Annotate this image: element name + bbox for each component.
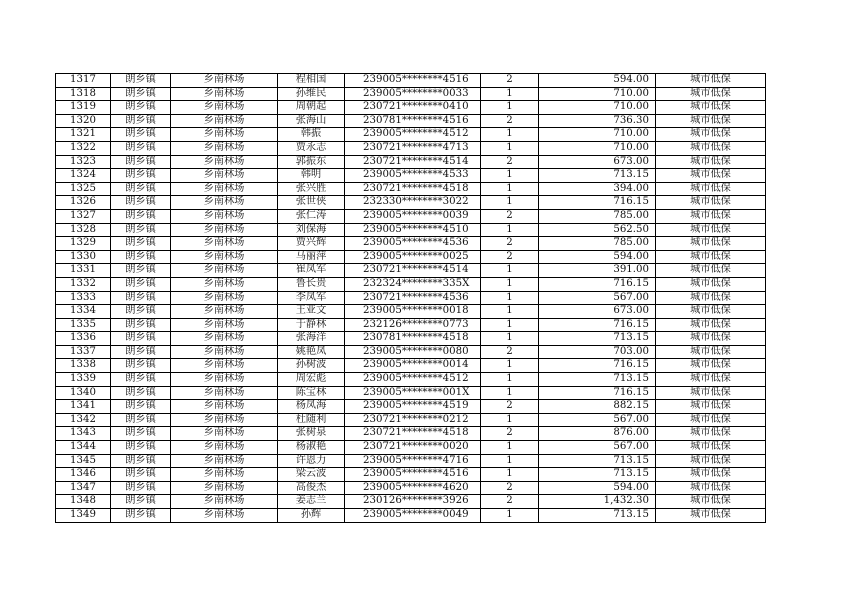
id-number-cell: 230126********3926: [345, 495, 481, 509]
table-row: [56, 427, 766, 441]
id-number-cell: 239005********4533: [345, 169, 481, 183]
row-index-cell: 1332: [56, 277, 111, 291]
category-cell: 城市低保: [656, 264, 766, 278]
unit-cell: 乡南林场: [171, 74, 278, 88]
id-number-cell: 230721********0212: [345, 413, 481, 427]
row-index-cell: 1341: [56, 400, 111, 414]
town-cell: 朗乡镇: [111, 155, 171, 169]
unit-cell: 乡南林场: [171, 413, 278, 427]
town-cell: 朗乡镇: [111, 74, 171, 88]
household-count-cell: 1: [481, 468, 539, 482]
category-cell: 城市低保: [656, 413, 766, 427]
town-cell: 朗乡镇: [111, 427, 171, 441]
id-number-cell: 232330********3022: [345, 196, 481, 210]
name-cell: 张世侠: [278, 196, 345, 210]
amount-cell: 710.00: [539, 141, 656, 155]
row-index-cell: 1328: [56, 223, 111, 237]
category-cell: 城市低保: [656, 441, 766, 455]
household-count-cell: 1: [481, 413, 539, 427]
id-number-cell: 239005********4536: [345, 237, 481, 251]
town-cell: 朗乡镇: [111, 196, 171, 210]
name-cell: 孙辉: [278, 509, 345, 523]
name-cell: 刘保海: [278, 223, 345, 237]
amount-cell: 876.00: [539, 427, 656, 441]
table-row: [56, 495, 766, 509]
amount-cell: 567.00: [539, 441, 656, 455]
row-index-cell: 1334: [56, 305, 111, 319]
household-count-cell: 1: [481, 373, 539, 387]
category-cell: 城市低保: [656, 359, 766, 373]
town-cell: 朗乡镇: [111, 141, 171, 155]
household-count-cell: 2: [481, 237, 539, 251]
id-number-cell: 239005********4519: [345, 400, 481, 414]
id-number-cell: 239005********4516: [345, 74, 481, 88]
category-cell: 城市低保: [656, 223, 766, 237]
unit-cell: 乡南林场: [171, 155, 278, 169]
id-number-cell: 239005********0033: [345, 87, 481, 101]
town-cell: 朗乡镇: [111, 101, 171, 115]
category-cell: 城市低保: [656, 182, 766, 196]
unit-cell: 乡南林场: [171, 386, 278, 400]
table-row: [56, 318, 766, 332]
amount-cell: 713.15: [539, 332, 656, 346]
name-cell: 杜随利: [278, 413, 345, 427]
category-cell: 城市低保: [656, 101, 766, 115]
amount-cell: 673.00: [539, 155, 656, 169]
category-cell: 城市低保: [656, 155, 766, 169]
table-row: [56, 128, 766, 142]
household-count-cell: 2: [481, 427, 539, 441]
name-cell: 张兴胜: [278, 182, 345, 196]
row-index-cell: 1317: [56, 74, 111, 88]
id-number-cell: 239005********001X: [345, 386, 481, 400]
amount-cell: 673.00: [539, 305, 656, 319]
name-cell: 周宏彪: [278, 373, 345, 387]
table-row: [56, 169, 766, 183]
unit-cell: 乡南林场: [171, 277, 278, 291]
id-number-cell: 239005********4516: [345, 468, 481, 482]
amount-cell: 567.00: [539, 413, 656, 427]
row-index-cell: 1340: [56, 386, 111, 400]
row-index-cell: 1349: [56, 509, 111, 523]
household-count-cell: 2: [481, 495, 539, 509]
name-cell: 韩明: [278, 169, 345, 183]
category-cell: 城市低保: [656, 305, 766, 319]
id-number-cell: 232324********335X: [345, 277, 481, 291]
town-cell: 朗乡镇: [111, 359, 171, 373]
name-cell: 张海山: [278, 114, 345, 128]
name-cell: 张仁涛: [278, 209, 345, 223]
table-row: [56, 332, 766, 346]
row-index-cell: 1343: [56, 427, 111, 441]
name-cell: 崔凤军: [278, 264, 345, 278]
table-row: [56, 209, 766, 223]
id-number-cell: 230781********4518: [345, 332, 481, 346]
town-cell: 朗乡镇: [111, 223, 171, 237]
name-cell: 鲁长贵: [278, 277, 345, 291]
category-cell: 城市低保: [656, 318, 766, 332]
name-cell: 孙维民: [278, 87, 345, 101]
row-index-cell: 1331: [56, 264, 111, 278]
id-number-cell: 230721********4518: [345, 427, 481, 441]
amount-cell: 562.50: [539, 223, 656, 237]
amount-cell: 594.00: [539, 74, 656, 88]
name-cell: 贾永志: [278, 141, 345, 155]
category-cell: 城市低保: [656, 169, 766, 183]
town-cell: 朗乡镇: [111, 468, 171, 482]
category-cell: 城市低保: [656, 250, 766, 264]
table-row: [56, 237, 766, 251]
name-cell: 姚艳凤: [278, 345, 345, 359]
town-cell: 朗乡镇: [111, 318, 171, 332]
table-row: [56, 509, 766, 523]
table-row: [56, 386, 766, 400]
unit-cell: 乡南林场: [171, 481, 278, 495]
table-row: [56, 196, 766, 210]
amount-cell: 710.00: [539, 87, 656, 101]
row-index-cell: 1324: [56, 169, 111, 183]
amount-cell: 391.00: [539, 264, 656, 278]
row-index-cell: 1323: [56, 155, 111, 169]
unit-cell: 乡南林场: [171, 291, 278, 305]
name-cell: 程相国: [278, 74, 345, 88]
town-cell: 朗乡镇: [111, 128, 171, 142]
id-number-cell: 230781********4516: [345, 114, 481, 128]
id-number-cell: 230721********4536: [345, 291, 481, 305]
town-cell: 朗乡镇: [111, 441, 171, 455]
household-count-cell: 1: [481, 454, 539, 468]
id-number-cell: 239005********4512: [345, 373, 481, 387]
town-cell: 朗乡镇: [111, 250, 171, 264]
amount-cell: 713.15: [539, 454, 656, 468]
household-count-cell: 1: [481, 305, 539, 319]
household-count-cell: 2: [481, 74, 539, 88]
table-row: [56, 441, 766, 455]
name-cell: 陈宝林: [278, 386, 345, 400]
table-row: [56, 277, 766, 291]
household-count-cell: 1: [481, 318, 539, 332]
row-index-cell: 1318: [56, 87, 111, 101]
id-number-cell: 239005********4510: [345, 223, 481, 237]
name-cell: 于静林: [278, 318, 345, 332]
unit-cell: 乡南林场: [171, 169, 278, 183]
table-row: [56, 454, 766, 468]
row-index-cell: 1345: [56, 454, 111, 468]
amount-cell: 785.00: [539, 209, 656, 223]
household-count-cell: 1: [481, 386, 539, 400]
town-cell: 朗乡镇: [111, 386, 171, 400]
category-cell: 城市低保: [656, 128, 766, 142]
category-cell: 城市低保: [656, 209, 766, 223]
name-cell: 张树泉: [278, 427, 345, 441]
unit-cell: 乡南林场: [171, 441, 278, 455]
household-count-cell: 1: [481, 141, 539, 155]
table-row: [56, 87, 766, 101]
table-row: [56, 223, 766, 237]
unit-cell: 乡南林场: [171, 237, 278, 251]
row-index-cell: 1326: [56, 196, 111, 210]
name-cell: 王亚文: [278, 305, 345, 319]
row-index-cell: 1337: [56, 345, 111, 359]
unit-cell: 乡南林场: [171, 305, 278, 319]
town-cell: 朗乡镇: [111, 277, 171, 291]
household-count-cell: 1: [481, 101, 539, 115]
id-number-cell: 230721********4514: [345, 155, 481, 169]
unit-cell: 乡南林场: [171, 345, 278, 359]
category-cell: 城市低保: [656, 481, 766, 495]
name-cell: 周朝起: [278, 101, 345, 115]
row-index-cell: 1325: [56, 182, 111, 196]
town-cell: 朗乡镇: [111, 509, 171, 523]
town-cell: 朗乡镇: [111, 114, 171, 128]
amount-cell: 713.15: [539, 373, 656, 387]
amount-cell: 567.00: [539, 291, 656, 305]
amount-cell: 882.15: [539, 400, 656, 414]
table-row: [56, 141, 766, 155]
category-cell: 城市低保: [656, 141, 766, 155]
amount-cell: 703.00: [539, 345, 656, 359]
household-count-cell: 1: [481, 169, 539, 183]
town-cell: 朗乡镇: [111, 237, 171, 251]
household-count-cell: 2: [481, 155, 539, 169]
table-row: [56, 373, 766, 387]
table-row: [56, 101, 766, 115]
id-number-cell: 239005********0018: [345, 305, 481, 319]
amount-cell: 710.00: [539, 128, 656, 142]
id-number-cell: 230721********4713: [345, 141, 481, 155]
table-row: [56, 291, 766, 305]
amount-cell: 716.15: [539, 318, 656, 332]
town-cell: 朗乡镇: [111, 400, 171, 414]
category-cell: 城市低保: [656, 468, 766, 482]
town-cell: 朗乡镇: [111, 495, 171, 509]
id-number-cell: 232126********0773: [345, 318, 481, 332]
household-count-cell: 2: [481, 400, 539, 414]
unit-cell: 乡南林场: [171, 182, 278, 196]
table-row: [56, 182, 766, 196]
row-index-cell: 1338: [56, 359, 111, 373]
name-cell: 杨淑艳: [278, 441, 345, 455]
household-count-cell: 2: [481, 250, 539, 264]
row-index-cell: 1346: [56, 468, 111, 482]
category-cell: 城市低保: [656, 427, 766, 441]
category-cell: 城市低保: [656, 454, 766, 468]
name-cell: 张海洋: [278, 332, 345, 346]
category-cell: 城市低保: [656, 373, 766, 387]
town-cell: 朗乡镇: [111, 454, 171, 468]
town-cell: 朗乡镇: [111, 305, 171, 319]
amount-cell: 710.00: [539, 101, 656, 115]
household-count-cell: 1: [481, 332, 539, 346]
id-number-cell: 230721********4518: [345, 182, 481, 196]
household-count-cell: 2: [481, 481, 539, 495]
household-count-cell: 1: [481, 128, 539, 142]
name-cell: 姜志兰: [278, 495, 345, 509]
id-number-cell: 239005********0049: [345, 509, 481, 523]
household-count-cell: 2: [481, 209, 539, 223]
id-number-cell: 239005********0039: [345, 209, 481, 223]
amount-cell: 713.15: [539, 509, 656, 523]
amount-cell: 713.15: [539, 169, 656, 183]
amount-cell: 594.00: [539, 481, 656, 495]
household-count-cell: 2: [481, 114, 539, 128]
household-count-cell: 1: [481, 182, 539, 196]
table-row: [56, 250, 766, 264]
unit-cell: 乡南林场: [171, 454, 278, 468]
table-row: [56, 481, 766, 495]
row-index-cell: 1342: [56, 413, 111, 427]
amount-cell: 716.15: [539, 196, 656, 210]
town-cell: 朗乡镇: [111, 481, 171, 495]
town-cell: 朗乡镇: [111, 182, 171, 196]
amount-cell: 594.00: [539, 250, 656, 264]
unit-cell: 乡南林场: [171, 427, 278, 441]
town-cell: 朗乡镇: [111, 332, 171, 346]
unit-cell: 乡南林场: [171, 509, 278, 523]
row-index-cell: 1333: [56, 291, 111, 305]
row-index-cell: 1344: [56, 441, 111, 455]
unit-cell: 乡南林场: [171, 359, 278, 373]
id-number-cell: 239005********4620: [345, 481, 481, 495]
town-cell: 朗乡镇: [111, 373, 171, 387]
name-cell: 李凤军: [278, 291, 345, 305]
table-body: [56, 74, 766, 523]
row-index-cell: 1321: [56, 128, 111, 142]
unit-cell: 乡南林场: [171, 400, 278, 414]
unit-cell: 乡南林场: [171, 114, 278, 128]
unit-cell: 乡南林场: [171, 101, 278, 115]
amount-cell: 736.30: [539, 114, 656, 128]
unit-cell: 乡南林场: [171, 209, 278, 223]
row-index-cell: 1330: [56, 250, 111, 264]
town-cell: 朗乡镇: [111, 169, 171, 183]
town-cell: 朗乡镇: [111, 345, 171, 359]
row-index-cell: 1348: [56, 495, 111, 509]
id-number-cell: 239005********0080: [345, 345, 481, 359]
id-number-cell: 239005********0025: [345, 250, 481, 264]
category-cell: 城市低保: [656, 196, 766, 210]
table-row: [56, 413, 766, 427]
category-cell: 城市低保: [656, 237, 766, 251]
row-index-cell: 1320: [56, 114, 111, 128]
name-cell: 梁云波: [278, 468, 345, 482]
unit-cell: 乡南林场: [171, 373, 278, 387]
category-cell: 城市低保: [656, 277, 766, 291]
household-count-cell: 1: [481, 277, 539, 291]
name-cell: 韩振: [278, 128, 345, 142]
household-count-cell: 1: [481, 291, 539, 305]
row-index-cell: 1336: [56, 332, 111, 346]
household-count-cell: 1: [481, 509, 539, 523]
amount-cell: 713.15: [539, 468, 656, 482]
category-cell: 城市低保: [656, 87, 766, 101]
unit-cell: 乡南林场: [171, 141, 278, 155]
row-index-cell: 1347: [56, 481, 111, 495]
town-cell: 朗乡镇: [111, 413, 171, 427]
row-index-cell: 1329: [56, 237, 111, 251]
data-table: [55, 73, 766, 523]
category-cell: 城市低保: [656, 291, 766, 305]
category-cell: 城市低保: [656, 400, 766, 414]
unit-cell: 乡南林场: [171, 87, 278, 101]
household-count-cell: 1: [481, 223, 539, 237]
amount-cell: 716.15: [539, 359, 656, 373]
id-number-cell: 230721********4514: [345, 264, 481, 278]
amount-cell: 394.00: [539, 182, 656, 196]
table-row: [56, 305, 766, 319]
unit-cell: 乡南林场: [171, 128, 278, 142]
name-cell: 杨凤海: [278, 400, 345, 414]
table-row: [56, 155, 766, 169]
name-cell: 贾兴辉: [278, 237, 345, 251]
name-cell: 马丽萍: [278, 250, 345, 264]
category-cell: 城市低保: [656, 332, 766, 346]
id-number-cell: 230721********0020: [345, 441, 481, 455]
unit-cell: 乡南林场: [171, 332, 278, 346]
amount-cell: 1,432.30: [539, 495, 656, 509]
table-row: [56, 345, 766, 359]
name-cell: 孙树波: [278, 359, 345, 373]
unit-cell: 乡南林场: [171, 264, 278, 278]
category-cell: 城市低保: [656, 509, 766, 523]
name-cell: 郭振东: [278, 155, 345, 169]
row-index-cell: 1335: [56, 318, 111, 332]
household-count-cell: 1: [481, 359, 539, 373]
unit-cell: 乡南林场: [171, 468, 278, 482]
amount-cell: 716.15: [539, 386, 656, 400]
name-cell: 高俊杰: [278, 481, 345, 495]
unit-cell: 乡南林场: [171, 223, 278, 237]
table-row: [56, 468, 766, 482]
table-row: [56, 114, 766, 128]
row-index-cell: 1327: [56, 209, 111, 223]
table-row: [56, 74, 766, 88]
row-index-cell: 1339: [56, 373, 111, 387]
table-row: [56, 264, 766, 278]
category-cell: 城市低保: [656, 495, 766, 509]
table-row: [56, 400, 766, 414]
unit-cell: 乡南林场: [171, 495, 278, 509]
id-number-cell: 239005********4512: [345, 128, 481, 142]
household-count-cell: 1: [481, 87, 539, 101]
household-count-cell: 1: [481, 264, 539, 278]
unit-cell: 乡南林场: [171, 196, 278, 210]
id-number-cell: 230721********0410: [345, 101, 481, 115]
category-cell: 城市低保: [656, 114, 766, 128]
town-cell: 朗乡镇: [111, 87, 171, 101]
category-cell: 城市低保: [656, 386, 766, 400]
table-row: [56, 359, 766, 373]
amount-cell: 785.00: [539, 237, 656, 251]
town-cell: 朗乡镇: [111, 209, 171, 223]
household-count-cell: 1: [481, 441, 539, 455]
id-number-cell: 239005********4716: [345, 454, 481, 468]
category-cell: 城市低保: [656, 74, 766, 88]
amount-cell: 716.15: [539, 277, 656, 291]
town-cell: 朗乡镇: [111, 264, 171, 278]
category-cell: 城市低保: [656, 345, 766, 359]
unit-cell: 乡南林场: [171, 318, 278, 332]
unit-cell: 乡南林场: [171, 250, 278, 264]
household-count-cell: 2: [481, 345, 539, 359]
id-number-cell: 239005********0014: [345, 359, 481, 373]
row-index-cell: 1322: [56, 141, 111, 155]
town-cell: 朗乡镇: [111, 291, 171, 305]
household-count-cell: 1: [481, 196, 539, 210]
name-cell: 许恩力: [278, 454, 345, 468]
row-index-cell: 1319: [56, 101, 111, 115]
